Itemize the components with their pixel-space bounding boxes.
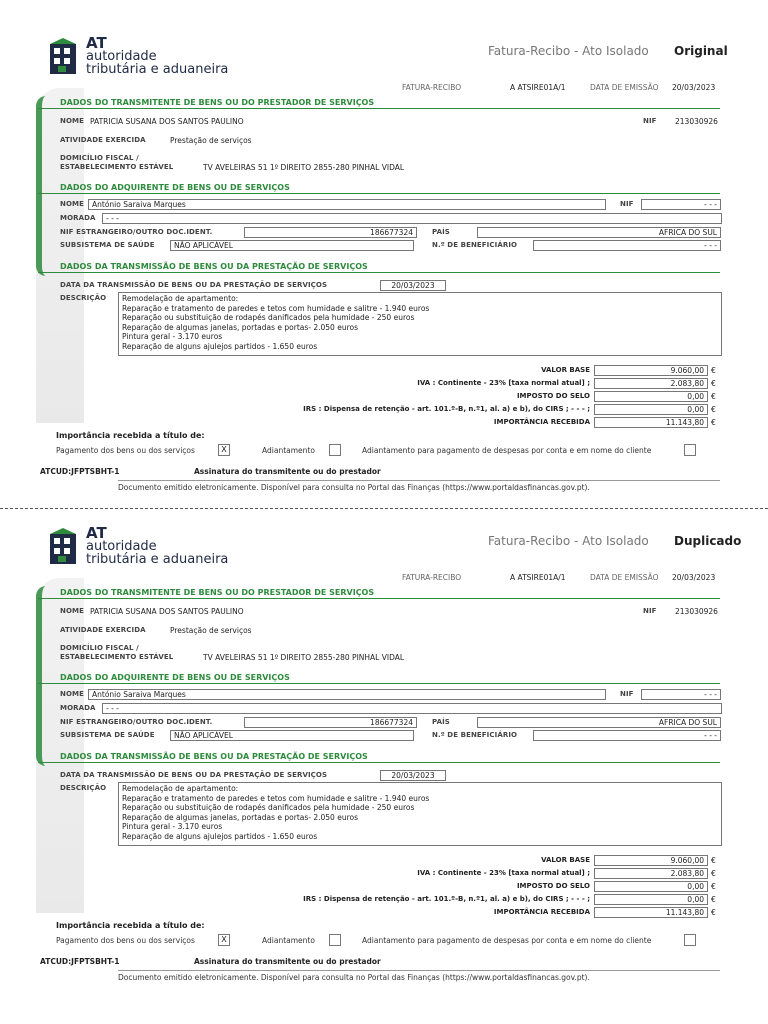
foreign-nif-label: NIF ESTRANGEIRO/OUTRO DOC.IDENT. (60, 228, 213, 236)
doc-number: A ATSIRE01A/1 (510, 83, 566, 92)
footer-note: Documento emitido eletronicamente. Disponível para consulta no Portal das Finanças (https://www.portaldasfinancas.gov.pt). (118, 483, 590, 492)
at-logo (48, 36, 228, 77)
atcud: ATCUD:JFPTSBHT-1 (40, 467, 120, 476)
description-line: Reparação de alguns ajulejos partidos - 1.650 euros (122, 341, 318, 351)
currency-symbol: € (711, 895, 716, 904)
base-value: 9.060,00 (594, 365, 708, 376)
activity-value: Prestação de serviços (170, 136, 252, 145)
description-line: Reparação e tratamento de paredes e tetos com humidade e salitre - 1.940 euros (122, 303, 430, 313)
emission-date: 20/03/2023 (672, 83, 716, 92)
domicile-label-2: ESTABELECIMENTO ESTÁVEL (60, 163, 174, 171)
currency-symbol: € (711, 366, 716, 375)
description-line: Reparação de algumas janelas, portadas e portas- 2.050 euros (122, 322, 358, 332)
buyer-nif-field: - - - (641, 199, 721, 210)
received-value: 11.143,80 (594, 907, 708, 918)
seller-nif: 213030926 (675, 117, 718, 126)
transaction-section-title: DADOS DA TRANSMISSÃO DE BENS OU DA PRESTAÇÃO DE SERVIÇOS (38, 750, 720, 763)
buyer-nif-field: - - - (641, 689, 721, 700)
option-payment-label: Pagamento dos bens ou dos serviços (56, 446, 195, 455)
document-title: Fatura-Recibo - Ato Isolado (488, 44, 649, 58)
domicile-label-2: ESTABELECIMENTO ESTÁVEL (60, 653, 174, 661)
atcud: ATCUD:JFPTSBHT-1 (40, 957, 120, 966)
foreign-nif-field: 186677324 (244, 227, 417, 238)
footer-note: Documento emitido eletronicamente. Disponível para consulta no Portal das Finanças (https://www.portaldasfinancas.gov.pt). (118, 973, 590, 982)
transaction-date-label: DATA DA TRANSMISSÃO DE BENS OU DA PRESTAÇÃO DE SERVIÇOS (60, 771, 328, 779)
description-line: Pintura geral - 3.170 euros (122, 332, 223, 341)
description-line: Reparação ou substituição de rodapés danificados pela humidade - 250 euros (122, 313, 415, 322)
transaction-section-title: DADOS DA TRANSMISSÃO DE BENS OU DA PRESTAÇÃO DE SERVIÇOS (38, 260, 720, 273)
option-expenses-checkbox[interactable] (684, 934, 696, 946)
foreign-nif-field: 186677324 (244, 717, 417, 728)
logo-at: AT (86, 34, 107, 52)
currency-symbol: € (711, 379, 716, 388)
option-payment-label: Pagamento dos bens ou dos serviços (56, 936, 195, 945)
country-label: PAÍS (432, 718, 450, 726)
seller-nif-label: NIF (643, 117, 657, 125)
country-label: PAÍS (432, 228, 450, 236)
irs-value: 0,00 (594, 404, 708, 415)
received-label: IMPORTÂNCIA RECEBIDA (493, 908, 590, 916)
buyer-section-title: DADOS DO ADQUIRENTE DE BENS OU DE SERVIÇOS (38, 181, 720, 194)
seller-name: PATRICIA SUSANA DOS SANTOS PAULINO (90, 117, 244, 126)
emission-date: 20/03/2023 (672, 573, 716, 582)
country-field: AFRICA DO SUL (477, 717, 721, 728)
description-label: DESCRIÇÃO (60, 784, 107, 792)
base-label: VALOR BASE (541, 856, 590, 864)
buyer-address-field: - - - (102, 213, 722, 224)
base-label: VALOR BASE (541, 366, 590, 374)
foreign-nif-label: NIF ESTRANGEIRO/OUTRO DOC.IDENT. (60, 718, 213, 726)
stamp-label: IMPOSTO DO SELO (516, 882, 590, 890)
health-field: NÃO APLICÁVEL (170, 730, 414, 741)
buyer-name-label: NOME (60, 200, 84, 208)
buyer-name-field: António Saraiva Marques (88, 689, 606, 700)
option-advance-label: Adiantamento (262, 446, 315, 455)
transaction-date-field: 20/03/2023 (380, 280, 446, 291)
iva-label: IVA : Continente - 23% [taxa normal atual] ; (417, 869, 590, 877)
at-emblem-icon (48, 38, 80, 76)
buyer-address-label: MORADA (60, 704, 96, 712)
currency-symbol: € (711, 856, 716, 865)
description-line: Reparação de algumas janelas, portadas e portas- 2.050 euros (122, 812, 358, 822)
stamp-value: 0,00 (594, 391, 708, 402)
logo-at: AT (86, 524, 107, 542)
description-line: Pintura geral - 3.170 euros (122, 822, 223, 831)
option-payment-checkbox[interactable]: X (218, 934, 230, 946)
domicile-label-1: DOMICÍLIO FISCAL / (60, 644, 139, 652)
option-advance-checkbox[interactable] (329, 444, 341, 456)
irs-label: IRS : Dispensa de retenção - art. 101.º-B, n.º1, al. a) e b), do CIRS ; - - - ; (303, 405, 590, 413)
buyer-nif-label: NIF (620, 200, 634, 208)
country-field: AFRICA DO SUL (477, 227, 721, 238)
health-label: SUBSISTEMA DE SAÚDE (60, 731, 155, 739)
domicile-label-1: DOMICÍLIO FISCAL / (60, 154, 139, 162)
buyer-nif-label: NIF (620, 690, 634, 698)
currency-symbol: € (711, 405, 716, 414)
signature-line (118, 970, 720, 971)
beneficiary-label: N.º DE BENEFICIÁRIO (432, 731, 518, 739)
buyer-address-field: - - - (102, 703, 722, 714)
logo-line2: tributária e aduaneira (86, 62, 229, 77)
option-advance-checkbox[interactable] (329, 934, 341, 946)
receipt-duplicate (0, 490, 768, 982)
description-line: Remodelação de apartamento: (122, 294, 239, 303)
seller-section-title: DADOS DO TRANSMITENTE DE BENS OU DO PRESTADOR DE SERVIÇOS (38, 586, 720, 599)
option-payment-checkbox[interactable]: X (218, 444, 230, 456)
health-field: NÃO APLICÁVEL (170, 240, 414, 251)
copy-label: Original (674, 44, 728, 58)
signature-label: Assinatura do transmitente ou do prestador (194, 467, 381, 476)
activity-label: ATIVIDADE EXERCIDA (60, 136, 146, 144)
seller-name-label: NOME (60, 117, 84, 125)
irs-value: 0,00 (594, 894, 708, 905)
seller-nif: 213030926 (675, 607, 718, 616)
option-expenses-label: Adiantamento para pagamento de despesas por conta e em nome do cliente (362, 446, 652, 455)
emission-date-label: DATA DE EMISSÃO (590, 83, 659, 92)
receipt-original (0, 0, 768, 492)
iva-label: IVA : Continente - 23% [taxa normal atual] ; (417, 379, 590, 387)
description-box (118, 292, 722, 356)
received-label: IMPORTÂNCIA RECEBIDA (493, 418, 590, 426)
buyer-section-title: DADOS DO ADQUIRENTE DE BENS OU DE SERVIÇOS (38, 671, 720, 684)
health-label: SUBSISTEMA DE SAÚDE (60, 241, 155, 249)
received-value: 11.143,80 (594, 417, 708, 428)
emission-date-label: DATA DE EMISSÃO (590, 573, 659, 582)
seller-name-label: NOME (60, 607, 84, 615)
activity-value: Prestação de serviços (170, 626, 252, 635)
beneficiary-field: - - - (533, 730, 721, 741)
beneficiary-field: - - - (533, 240, 721, 251)
option-expenses-label: Adiantamento para pagamento de despesas por conta e em nome do cliente (362, 936, 652, 945)
seller-address: TV AVELEIRAS 51 1º DIREITO 2855-280 PINHAL VIDAL (203, 163, 405, 172)
copy-label: Duplicado (674, 534, 742, 548)
seller-address: TV AVELEIRAS 51 1º DIREITO 2855-280 PINHAL VIDAL (203, 653, 405, 662)
seller-name: PATRICIA SUSANA DOS SANTOS PAULINO (90, 607, 244, 616)
logo-line1: autoridade (86, 49, 157, 64)
stamp-value: 0,00 (594, 881, 708, 892)
buyer-name-field: António Saraiva Marques (88, 199, 606, 210)
doc-type: FATURA-RECIBO (402, 573, 462, 582)
activity-label: ATIVIDADE EXERCIDA (60, 626, 146, 634)
buyer-name-label: NOME (60, 690, 84, 698)
description-line: Remodelação de apartamento: (122, 784, 239, 793)
doc-type: FATURA-RECIBO (402, 83, 462, 92)
option-expenses-checkbox[interactable] (684, 444, 696, 456)
at-logo (48, 526, 228, 567)
logo-line2: tributária e aduaneira (86, 552, 229, 567)
irs-label: IRS : Dispensa de retenção - art. 101.º-B, n.º1, al. a) e b), do CIRS ; - - - ; (303, 895, 590, 903)
description-label: DESCRIÇÃO (60, 294, 107, 302)
beneficiary-label: N.º DE BENEFICIÁRIO (432, 241, 518, 249)
description-box (118, 782, 722, 846)
option-advance-label: Adiantamento (262, 936, 315, 945)
currency-symbol: € (711, 882, 716, 891)
base-value: 9.060,00 (594, 855, 708, 866)
signature-label: Assinatura do transmitente ou do prestador (194, 957, 381, 966)
currency-symbol: € (711, 392, 716, 401)
signature-line (118, 480, 720, 481)
doc-number: A ATSIRE01A/1 (510, 573, 566, 582)
seller-nif-label: NIF (643, 607, 657, 615)
description-line: Reparação e tratamento de paredes e tetos com humidade e salitre - 1.940 euros (122, 793, 430, 803)
iva-value: 2.083,80 (594, 868, 708, 879)
received-as-title: Importância recebida a título de: (56, 921, 205, 930)
currency-symbol: € (711, 908, 716, 917)
seller-section-title: DADOS DO TRANSMITENTE DE BENS OU DO PRESTADOR DE SERVIÇOS (38, 96, 720, 109)
description-line: Reparação de alguns ajulejos partidos - 1.650 euros (122, 831, 318, 841)
currency-symbol: € (711, 418, 716, 427)
description-line: Reparação ou substituição de rodapés danificados pela humidade - 250 euros (122, 803, 415, 812)
logo-line1: autoridade (86, 539, 157, 554)
iva-value: 2.083,80 (594, 378, 708, 389)
buyer-address-label: MORADA (60, 214, 96, 222)
transaction-date-field: 20/03/2023 (380, 770, 446, 781)
document-title: Fatura-Recibo - Ato Isolado (488, 534, 649, 548)
currency-symbol: € (711, 869, 716, 878)
stamp-label: IMPOSTO DO SELO (516, 392, 590, 400)
transaction-date-label: DATA DA TRANSMISSÃO DE BENS OU DA PRESTAÇÃO DE SERVIÇOS (60, 281, 328, 289)
at-emblem-icon (48, 528, 80, 566)
received-as-title: Importância recebida a título de: (56, 431, 205, 440)
